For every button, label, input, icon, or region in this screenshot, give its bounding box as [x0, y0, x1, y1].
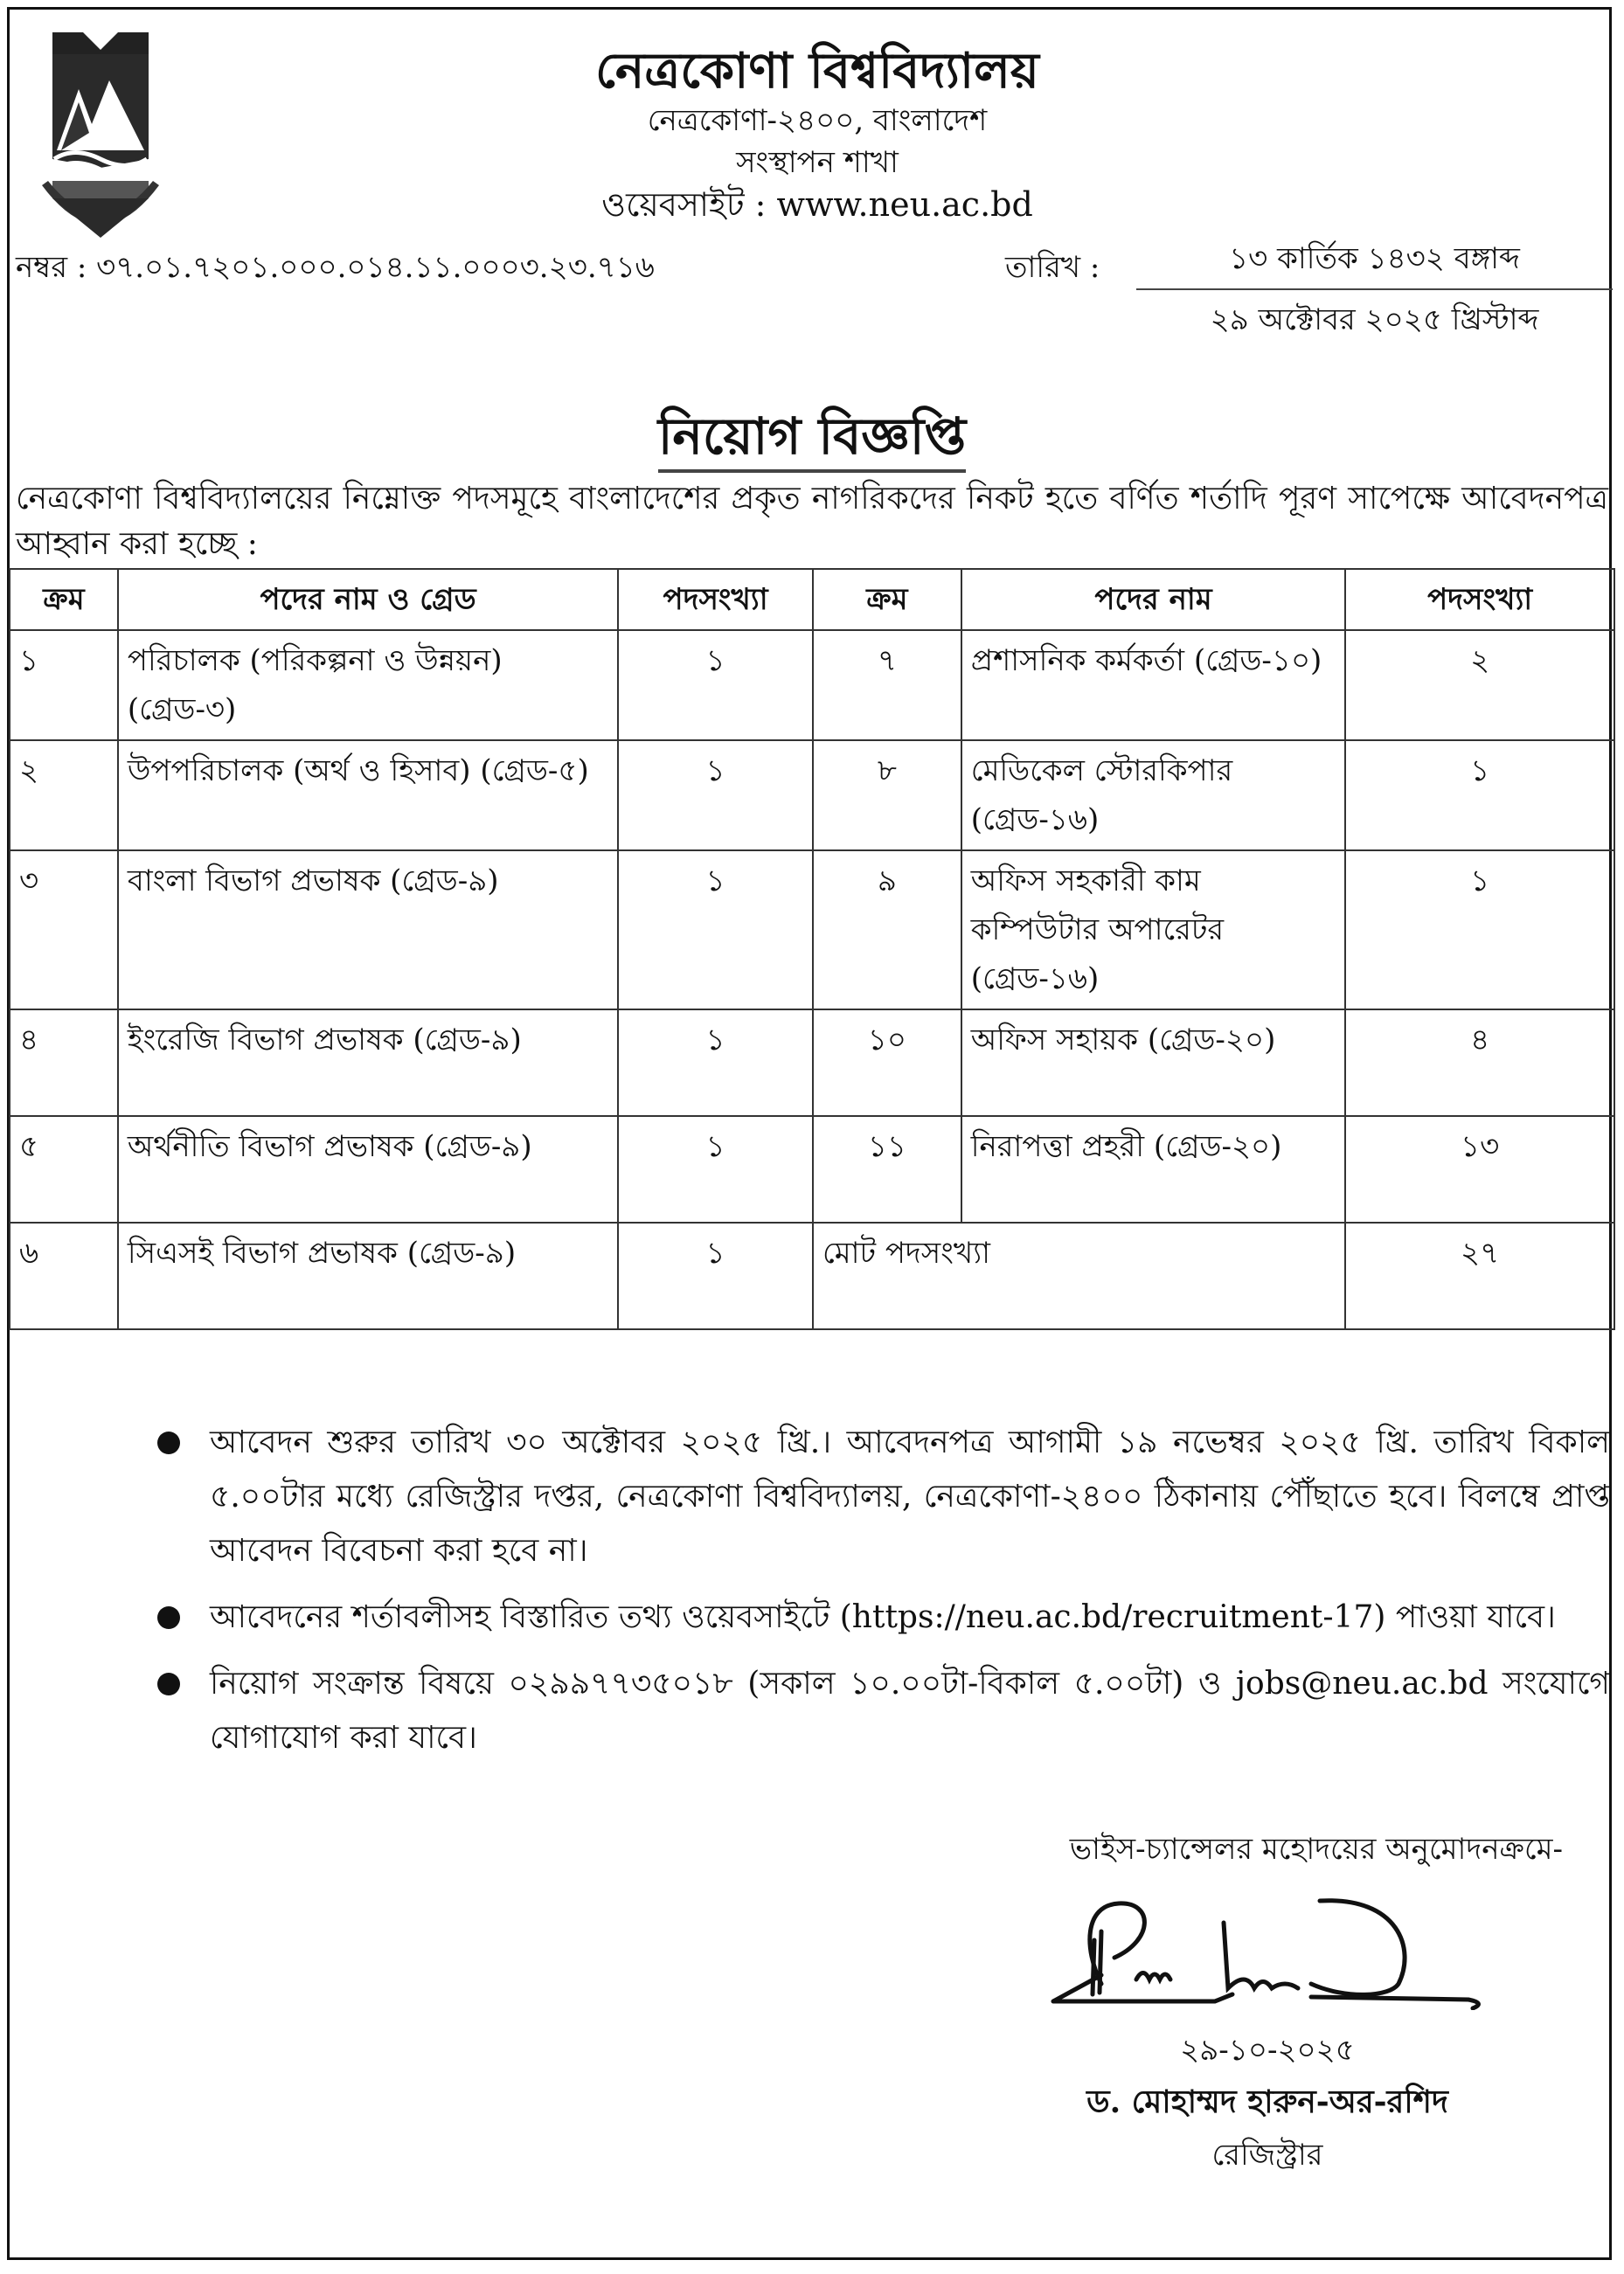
header-post: পদের নাম [961, 569, 1345, 630]
post-cell: অফিস সহকারী কাম কম্পিউটার অপারেটর (গ্রেড-১৬) [961, 850, 1345, 1009]
table-row [10, 1223, 1614, 1329]
post-cell: অর্থনীতি বিভাগ প্রভাষক (গ্রেড-৯) [118, 1116, 618, 1223]
instruction-text: নিয়োগ সংক্রান্ত বিষয়ে ০২৯৯৭৭৩৫০১৮ (সকাল ১০.০০টা-বিকাল ৫.০০টা) ও jobs@neu.ac.bd সংযোগে যোগাযোগ করা যাবে। [210, 1666, 1610, 1756]
memo-number: নম্বর : ৩৭.০১.৭২০১.০০০.০১৪.১১.০০০৩.২৩.৭১৬ [16, 250, 655, 285]
count-cell: ৪ [1345, 1009, 1614, 1116]
total-count-cell: ২৭ [1345, 1223, 1614, 1329]
serial-cell: ৮ [813, 740, 961, 850]
notice-title [0, 398, 1624, 482]
header-serial: ক্রম [813, 569, 961, 630]
total-label-cell: মোট পদসংখ্যা [813, 1223, 1345, 1329]
instruction-text: আবেদনের শর্তাবলীসহ বিস্তারিত তথ্য ওয়েবসাইটে (https://neu.ac.bd/recruitment-17) পাওয়া যাবে। [210, 1599, 1556, 1635]
post-cell: বাংলা বিভাগ প্রভাষক (গ্রেড-৯) [118, 850, 618, 1009]
count-cell: ২ [1345, 630, 1614, 740]
post-cell: সিএসই বিভাগ প্রভাষক (গ্রেড-৯) [118, 1223, 618, 1329]
serial-cell: ৯ [813, 850, 961, 1009]
website-line: ওয়েবসাইট : www.neu.ac.bd [601, 185, 1033, 224]
signatory-name: ড. মোহাম্মদ হারুন-অর-রশিদ [1086, 2083, 1448, 2120]
date-divider [1136, 288, 1613, 290]
header-count: পদসংখ্যা [1345, 569, 1614, 630]
header-serial: ক্রম [10, 569, 118, 630]
date-english: ২৯ অক্টোবর ২০২৫ খ্রিস্টাব্দ [1210, 302, 1539, 337]
serial-cell: ১ [10, 630, 118, 740]
handwritten-signature [1049, 1896, 1521, 2010]
post-cell: পরিচালক (পরিকল্পনা ও উন্নয়ন) (গ্রেড-৩) [118, 630, 618, 740]
approval-line: ভাইস-চ্যান্সেলর মহোদয়ের অনুমোদনক্রমে- [1069, 1832, 1563, 1867]
table-row [10, 740, 1614, 850]
post-cell: প্রশাসনিক কর্মকর্তা (গ্রেড-১০) [961, 630, 1345, 740]
signatory-designation: রেজিস্ট্রার [1211, 2138, 1323, 2173]
serial-cell: ২ [10, 740, 118, 850]
list-item [140, 1416, 1610, 1578]
instruction-text: আবেদন শুরুর তারিখ ৩০ অক্টোবর ২০২৫ খ্রি.। আবেদনপত্র আগামী ১৯ নভেম্বর ২০২৫ খ্রি. তারিখ বিকাল ৫.০০টার মধ্যে রেজিস্ট্রার দপ্তর, নেত্রকোণা বিশ্ববিদ্যালয়, নেত্রকোণা-২৪০০ ঠিকানায় পৌঁছাতে হবে। বিলম্বে প্রাপ্ত আবেদন বিবেচনা করা হবে না। [210, 1425, 1610, 1569]
count-cell: ১ [618, 1009, 813, 1116]
section-name: সংস্থাপন শাখা [736, 145, 899, 180]
bullet-icon [157, 1606, 180, 1629]
header-count: পদসংখ্যা [618, 569, 813, 630]
date-label: তারিখ : [1005, 250, 1100, 285]
count-cell: ১ [618, 1223, 813, 1329]
count-cell: ১ [618, 630, 813, 740]
table-row [10, 850, 1614, 1009]
post-cell: নিরাপত্তা প্রহরী (গ্রেড-২০) [961, 1116, 1345, 1223]
signature-date: ২৯-১০-২০২৫ [1180, 2033, 1355, 2068]
serial-cell: ৩ [10, 850, 118, 1009]
post-cell: উপপরিচালক (অর্থ ও হিসাব) (গ্রেড-৫) [118, 740, 618, 850]
table-row [10, 1009, 1614, 1116]
count-cell: ১ [1345, 740, 1614, 850]
count-cell: ১৩ [1345, 1116, 1614, 1223]
post-cell: ইংরেজি বিভাগ প্রভাষক (গ্রেড-৯) [118, 1009, 618, 1116]
university-address: নেত্রকোণা-২৪০০, বাংলাদেশ [647, 103, 988, 138]
post-cell: অফিস সহায়ক (গ্রেড-২০) [961, 1009, 1345, 1116]
serial-cell: ৫ [10, 1116, 118, 1223]
serial-cell: ১১ [813, 1116, 961, 1223]
bullet-icon [157, 1432, 180, 1454]
post-cell: মেডিকেল স্টোরকিপার (গ্রেড-১৬) [961, 740, 1345, 850]
list-item [140, 1657, 1610, 1765]
serial-cell: ৭ [813, 630, 961, 740]
list-item [140, 1591, 1610, 1645]
table-row [10, 630, 1614, 740]
university-name: নেত্রকোণা বিশ্ববিদ্যালয় [595, 42, 1039, 100]
count-cell: ১ [1345, 850, 1614, 1009]
posts-table [9, 568, 1615, 1330]
date-bangla: ১৩ কার্তিক ১৪৩২ বঙ্গাব্দ [1229, 241, 1520, 276]
table-header-row [10, 569, 1614, 630]
notice-title-text: নিয়োগ বিজ্ঞপ্তি [658, 406, 966, 473]
count-cell: ১ [618, 1116, 813, 1223]
count-cell: ১ [618, 740, 813, 850]
count-cell: ১ [618, 850, 813, 1009]
bullet-icon [157, 1673, 180, 1695]
table-row [10, 1116, 1614, 1223]
serial-cell: ৪ [10, 1009, 118, 1116]
serial-cell: ১০ [813, 1009, 961, 1116]
header-post-grade: পদের নাম ও গ্রেড [118, 569, 618, 630]
university-logo [35, 28, 166, 251]
instructions-list [140, 1416, 1610, 1778]
notice-intro: নেত্রকোণা বিশ্ববিদ্যালয়ের নিম্নোক্ত পদসমূহে বাংলাদেশের প্রকৃত নাগরিকদের নিকট হতে বর্ণিত শর্তাদি পূরণ সাপেক্ষে আবেদনপত্র আহ্বান করা হচ্ছে : [16, 481, 1608, 562]
serial-cell: ৬ [10, 1223, 118, 1329]
